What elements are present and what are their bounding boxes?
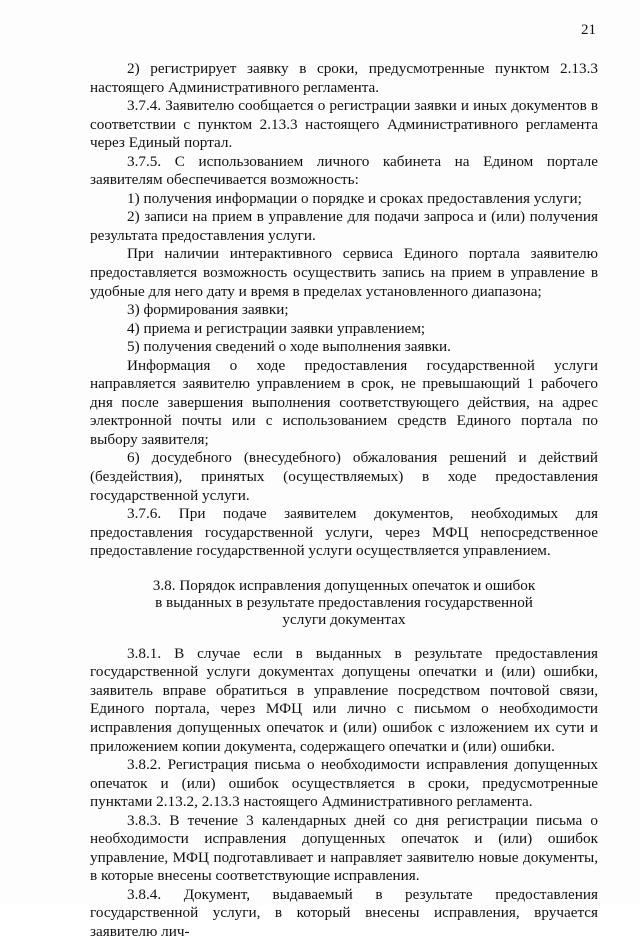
page-number: 21 xyxy=(581,22,596,38)
paragraph: 3.8.2. Регистрация письма о необходимости исправления допущенных опечаток и (или) ошибок осуществляется в сроки, предусмотренные пунктами 2.13.2, 2.13.3 настоящего Административного регламента. xyxy=(90,756,598,811)
paragraph: 1) получения информации о порядке и сроках предоставления услуги; xyxy=(127,189,582,207)
section-heading-line: услуги документах xyxy=(282,610,406,628)
paragraph: 2) регистрирует заявку в сроки, предусмотренные пунктом 2.13.3 настоящего Административного регламента. xyxy=(90,60,598,96)
paragraph: 5) получения сведений о ходе выполнения заявки. xyxy=(127,338,451,356)
paragraph: 4) приема и регистрации заявки управлением; xyxy=(127,319,426,337)
paragraph: 3.7.4. Заявителю сообщается о регистрации заявки и иных документов в соответствии с пунктом 2.13.3 настоящего Административного регламента через Единый портал. xyxy=(90,97,598,152)
paragraph: 3.7.5. С использованием личного кабинета на Едином портале заявителям обеспечивается возможность: xyxy=(90,152,598,189)
paragraph: 3.8.3. В течение 3 календарных дней со дня регистрации письма о необходимости исправления допущенных опечаток и (или) ошибок управление, МФЦ подготавливает и направляет заявителю новые документы, в которые внесены соответствующие исправления. xyxy=(90,811,598,885)
section-heading-line: 3.8. Порядок исправления допущенных опечаток и ошибок xyxy=(152,576,536,594)
document-body xyxy=(90,60,598,942)
section-heading xyxy=(90,577,598,628)
paragraph: 6) досудебного (внесудебного) обжалования решений и действий (бездействия), принятых (осуществляемых) в ходе предоставления государственной услуги. xyxy=(90,449,598,504)
paragraph: Информация о ходе предоставления государственной услуги направляется заявителю управлением в срок, не превышающий 1 рабочего дня после завершения выполнения соответствующего действия, на адрес электронной почты или с использованием средств Единого портала по выбору заявителя; xyxy=(90,356,598,448)
paragraph: 3) формирования заявки; xyxy=(127,301,289,319)
section-heading-line: в выданных в результате предоставления государственной xyxy=(155,593,533,611)
paragraph: 3.8.4. Документ, выдаваемый в результате предоставления государственной услуги, в который внесены исправления, вручается заявителю лич- xyxy=(90,885,598,940)
paragraph: При наличии интерактивного сервиса Единого портала заявителю предоставляется возможность осуществить запись на прием в управление в удобные для него дату и время в пределах установленного диапазона; xyxy=(90,245,598,300)
paragraph: 2) записи на прием в управление для подачи запроса и (или) получения результата предоставления услуги. xyxy=(90,208,598,244)
paragraph: 3.7.6. При подаче заявителем документов, необходимых для предоставления государственной услуги, через МФЦ непосредственное предоставление государственной услуги осуществляется управлением. xyxy=(90,505,598,560)
paragraph: 3.8.1. В случае если в выданных в результате предоставления государственной услуги документах допущены опечатки и (или) ошибки, заявитель вправе обратиться в управление посредством почтовой связи, Единого портала, через МФЦ или лично с письмом о необходимости исправления допущенных опечаток и (или) ошибок с изложением их сути и приложением копии документа, содержащего опечатки и (или) ошибки. xyxy=(90,644,598,755)
